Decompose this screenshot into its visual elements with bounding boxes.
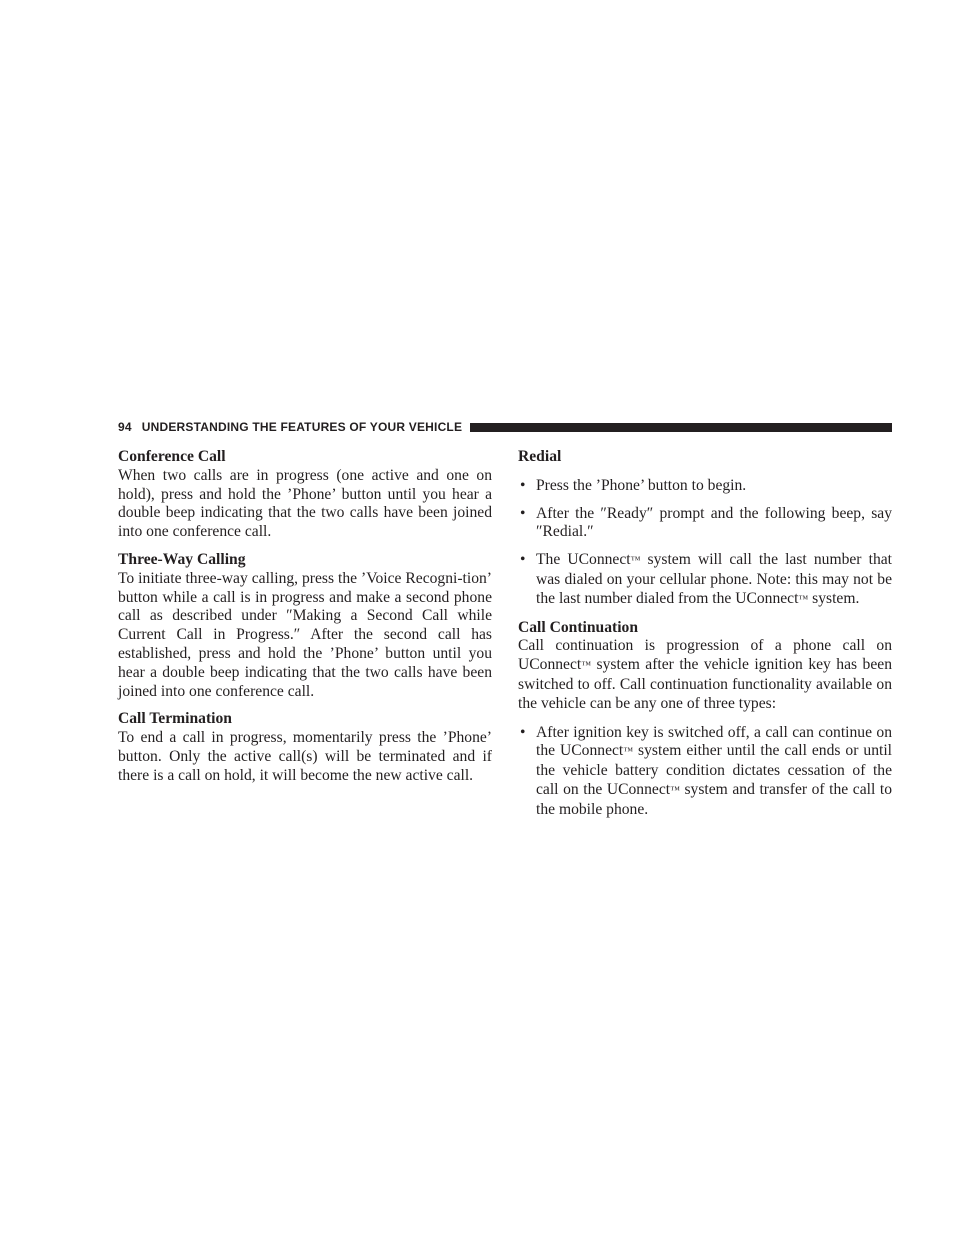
call-continuation-type-1-c: system and transfer of the call to the mobile phone.	[536, 780, 893, 818]
call-termination-heading: Call Termination	[118, 710, 232, 728]
three-way-calling-body: To initiate three-way calling, press the ’Voice Recogni-tion’ button while a call is in progress and make a second phone call as described under ″Making a Second Call while Current Call in Progress.″ After the second call has established, press and hold the ’Phone’ button until you hear a double beep indicating that the two calls have been joined into one conference call.	[118, 569, 492, 700]
section-title: UNDERSTANDING THE FEATURES OF YOUR VEHICLE	[141, 420, 463, 434]
redial-step-3-a: The UConnect	[536, 551, 631, 569]
call-continuation-type-1-a: After ignition key is switched off, a call can continue on the UConnect	[536, 723, 892, 760]
conference-call-body: When two calls are in progress (one active and one on hold), press and hold the ’Phone’ button until you hear a double beep indicating that the two calls have been joined into one conference call.	[118, 466, 492, 541]
trademark-symbol: ™	[630, 555, 641, 567]
bullet-icon: •	[520, 551, 526, 569]
redial-list	[518, 477, 892, 610]
left-column	[118, 448, 492, 795]
call-continuation-body-a: Call continuation is progression of a phone call on UConnect	[518, 637, 892, 674]
call-continuation-heading: Call Continuation	[518, 618, 639, 636]
list-item	[518, 724, 892, 820]
call-continuation-type-1-b: system either until the call ends or until the vehicle battery condition dictates cessation of the call on the UConnect	[536, 742, 892, 798]
trademark-symbol: ™	[623, 746, 634, 758]
list-item	[518, 505, 892, 543]
bullet-icon: •	[520, 476, 526, 494]
redial-heading: Redial	[518, 448, 562, 465]
redial-step-3-c: system.	[808, 589, 860, 607]
list-item	[518, 551, 892, 609]
bullet-icon: •	[520, 723, 526, 741]
header-rule	[470, 423, 892, 432]
trademark-symbol: ™	[581, 660, 592, 672]
three-way-calling-heading: Three-Way Calling	[118, 550, 246, 568]
trademark-symbol: ™	[798, 593, 809, 605]
bullet-icon: •	[520, 504, 526, 522]
list-item	[518, 477, 892, 496]
right-column	[518, 448, 892, 829]
trademark-symbol: ™	[670, 784, 680, 796]
call-continuation-body-b: system after the vehicle ignition key has been switched to off. Call continuation functionality available on the vehicle can be any one of three types:	[518, 656, 892, 712]
call-continuation-list	[518, 724, 892, 820]
call-termination-body: To end a call in progress, momentarily press the ’Phone’ button. Only the active call(s) will be terminated and if there is a call on hold, it will become the new active call.	[118, 729, 492, 784]
redial-step-1: Press the ’Phone’ button to begin.	[536, 476, 747, 494]
page-number: 94	[118, 420, 132, 434]
call-continuation-body	[518, 637, 892, 713]
redial-step-3-b: system will call the last number that was dialed on your cellular phone. Note: this may not be the last number dialed from the UConnect	[536, 551, 892, 607]
conference-call-heading: Conference Call	[118, 448, 226, 465]
page-header	[118, 419, 892, 435]
redial-step-2: After the ″Ready″ prompt and the following beep, say ″Redial.″	[536, 504, 892, 541]
